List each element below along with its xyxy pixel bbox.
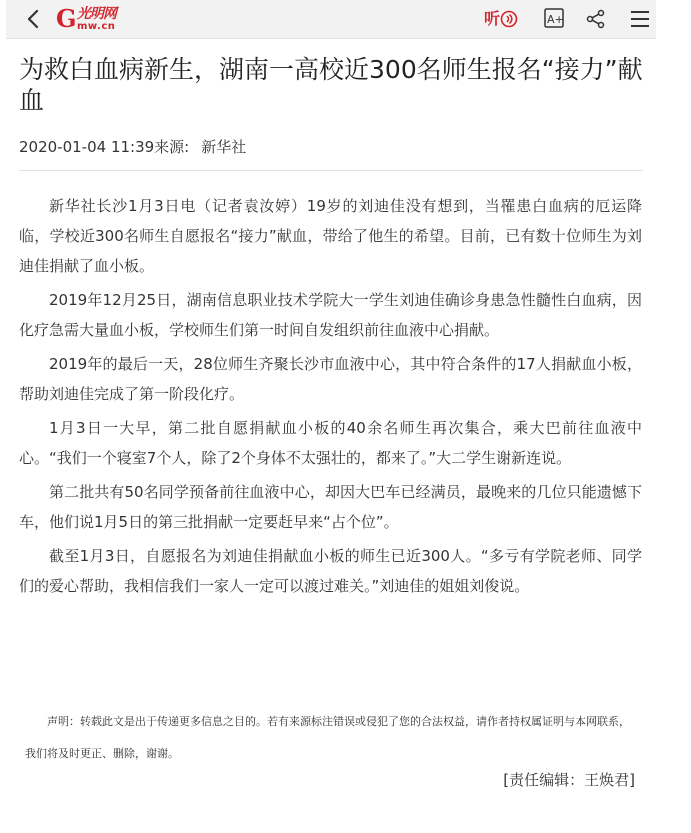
article-meta xyxy=(19,137,246,157)
responsible-editor: [责任编辑：王焕君] xyxy=(503,771,635,789)
publish-datetime: 2020-01-04 11:39 xyxy=(19,138,155,156)
listen-label: 听 xyxy=(484,9,501,28)
font-size-button[interactable] xyxy=(544,8,564,28)
article-title: 为救白血病新生，湖南一高校近300名师生报名“接力”献血 xyxy=(19,55,643,115)
article-body xyxy=(19,191,642,605)
top-navigation-bar xyxy=(6,0,656,39)
listen-audio-button[interactable] xyxy=(484,8,518,30)
logo-domain-text: mw.cn xyxy=(77,21,116,32)
source-value: 新华社 xyxy=(201,138,247,156)
audio-wave-icon xyxy=(500,10,518,28)
source-label: 来源: xyxy=(154,138,190,156)
font-size-icon xyxy=(544,8,564,28)
share-button[interactable] xyxy=(586,9,606,29)
back-chevron-icon[interactable] xyxy=(24,9,44,29)
copyright-disclaimer: 声明：转载此文是出于传递更多信息之目的。若有来源标注错误或侵犯了您的合法权益，请作者持权属证明与本网联系，我们将及时更正、删除，谢谢。 xyxy=(25,715,630,760)
logo-letter-g: G xyxy=(56,4,77,33)
article-paragraph: 新华社长沙1月3日电（记者袁汝婷）19岁的刘迪佳没有想到，当罹患白血病的厄运降临，学校近300名师生自愿报名“接力”献血，带给了他生的希望。目前，已有数十位师生为刘迪佳捐献了血小板。 xyxy=(19,197,642,275)
article-paragraph: 第二批共有50名同学预备前往血液中心，却因大巴车已经满员，最晚来的几位只能遗憾下车，他们说1月5日的第三批捐献一定要赶早来“占个位”。 xyxy=(19,483,642,531)
hamburger-menu-icon xyxy=(630,9,650,29)
article-paragraph: 2019年12月25日，湖南信息职业技术学院大一学生刘迪佳确诊身患急性髓性白血病，因化疗急需大量血小板，学校师生们第一时间自发组织前往血液中心捐献。 xyxy=(19,291,642,339)
logo-chinese-text: 光明网 xyxy=(77,6,116,22)
share-icon xyxy=(586,9,606,29)
article-paragraph: 1月3日一大早，第二批自愿捐献血小板的40余名师生再次集合，乘大巴前往血液中心。“我们一个寝室7个人，除了2个身体不太强壮的，都来了。”大二学生谢新连说。 xyxy=(19,419,642,467)
article-paragraph: 2019年的最后一天，28位师生齐聚长沙市血液中心，其中符合条件的17人捐献血小板，帮助刘迪佳完成了第一阶段化疗。 xyxy=(19,355,642,403)
svg-text:A+: A+ xyxy=(547,13,564,26)
title-divider xyxy=(19,170,643,171)
article-paragraph: 截至1月3日，自愿报名为刘迪佳捐献血小板的师生已近300人。“多亏有学院老师、同学们的爱心帮助，我相信我们一家人一定可以渡过难关。”刘迪佳的姐姐刘俊说。 xyxy=(19,547,642,595)
menu-button[interactable] xyxy=(630,9,650,29)
